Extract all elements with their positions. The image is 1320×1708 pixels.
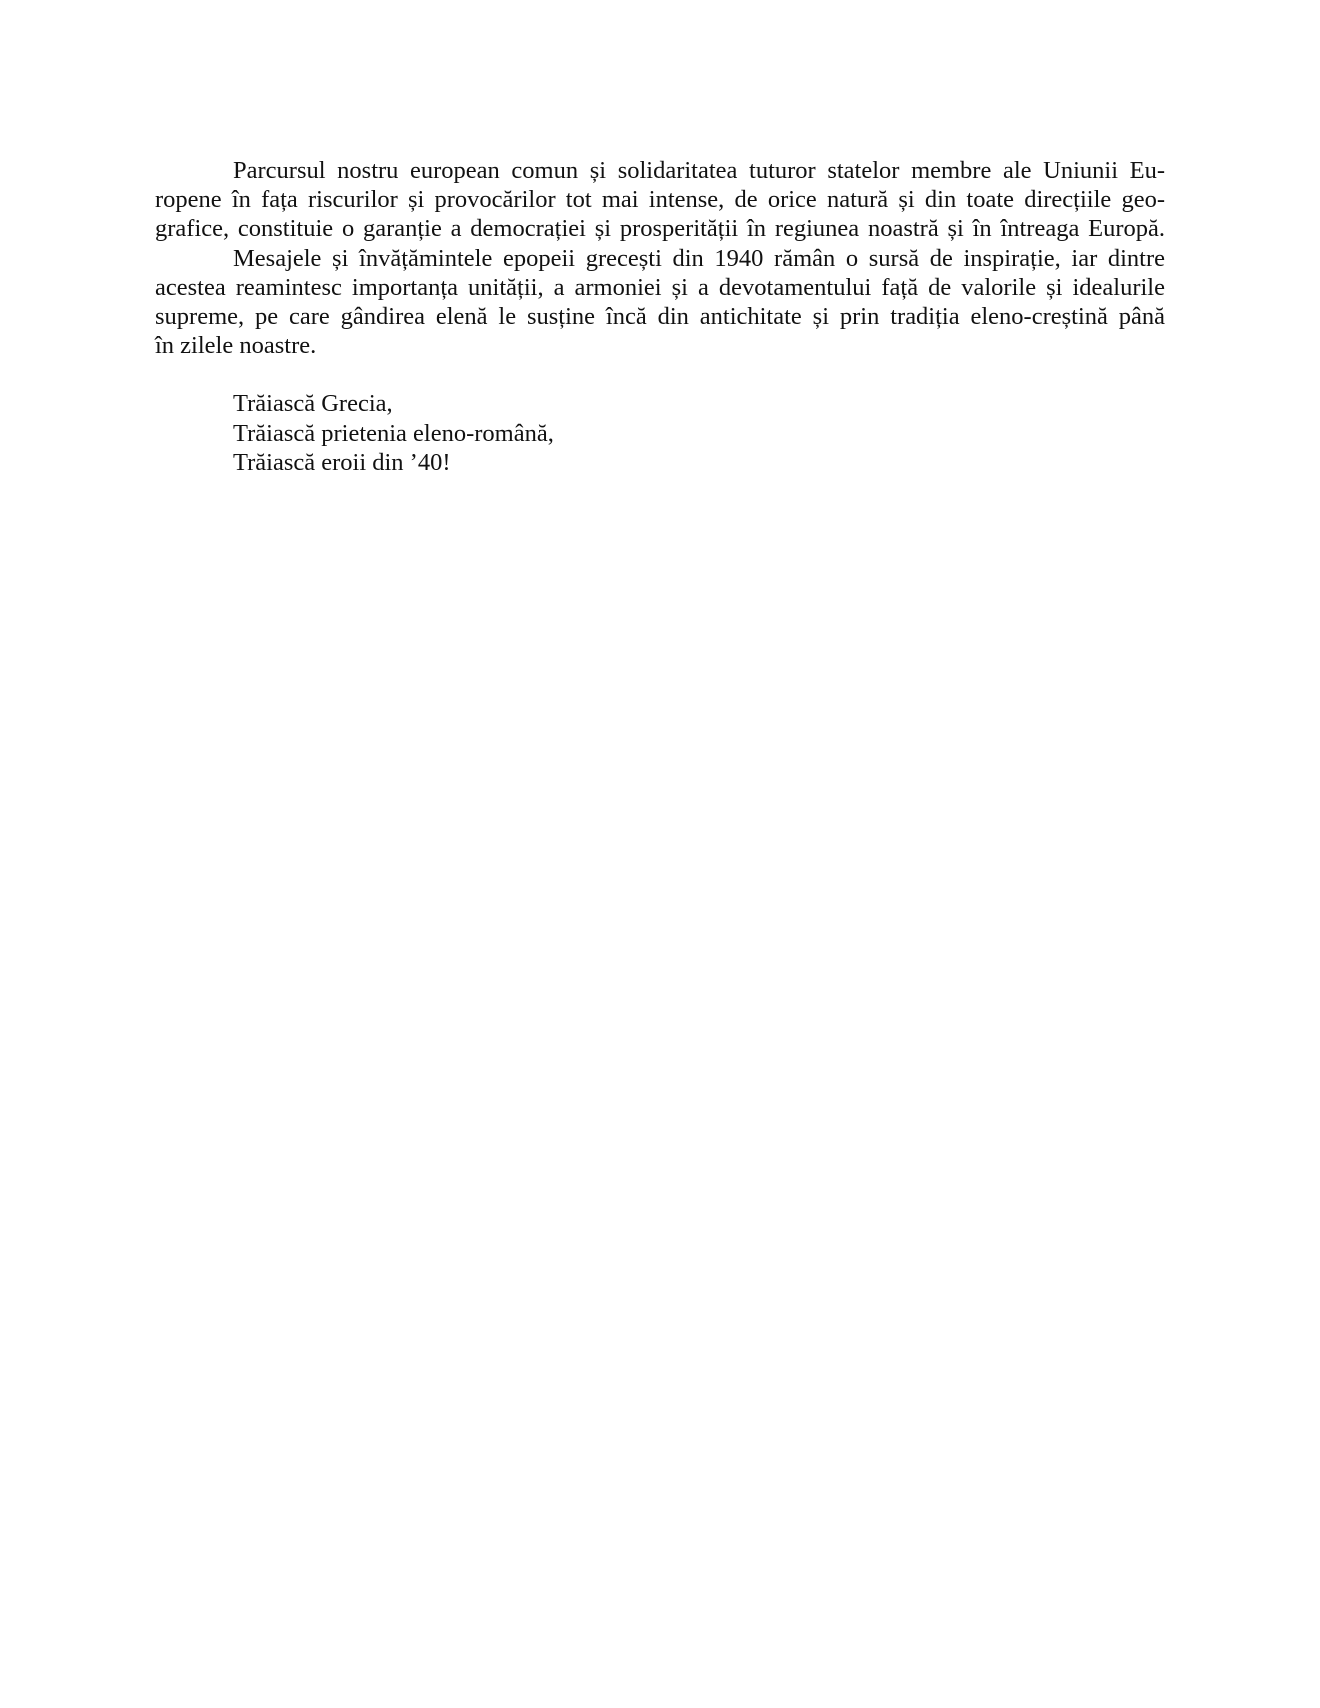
paragraph-line: supreme, pe care gândirea elenă le susține încă din antichitate și prin tradiția eleno-creștină până (155, 303, 1165, 331)
paragraph-line: Mesajele și învățămintele epopeii grecești din 1940 rămân o sursă de inspirație, iar dintre (233, 244, 1165, 272)
document-body (155, 156, 1165, 477)
paragraph-2 (155, 244, 1165, 361)
closing-line: Trăiască eroii din ’40! (233, 448, 451, 476)
closing-salutations (155, 389, 1165, 477)
paragraph-line: ropene în fața riscurilor și provocărilor tot mai intense, de orice natură și din toate direcțiile geo- (155, 186, 1165, 214)
paragraph-line: acestea reamintesc importanța unității, a armoniei și a devotamentului față de valorile și idealurile (155, 273, 1165, 301)
closing-line: Trăiască Grecia, (233, 390, 393, 418)
paragraph-1 (155, 156, 1165, 244)
closing-line: Trăiască prietenia eleno-română, (233, 419, 554, 447)
paragraph-line: grafice, constituie o garanție a democrației și prosperității în regiunea noastră și în întreaga Europă. (155, 215, 1165, 243)
paragraph-line: în zilele noastre. (155, 332, 317, 360)
paragraph-line: Parcursul nostru european comun și solidaritatea tuturor statelor membre ale Uniunii Eu- (233, 157, 1165, 184)
